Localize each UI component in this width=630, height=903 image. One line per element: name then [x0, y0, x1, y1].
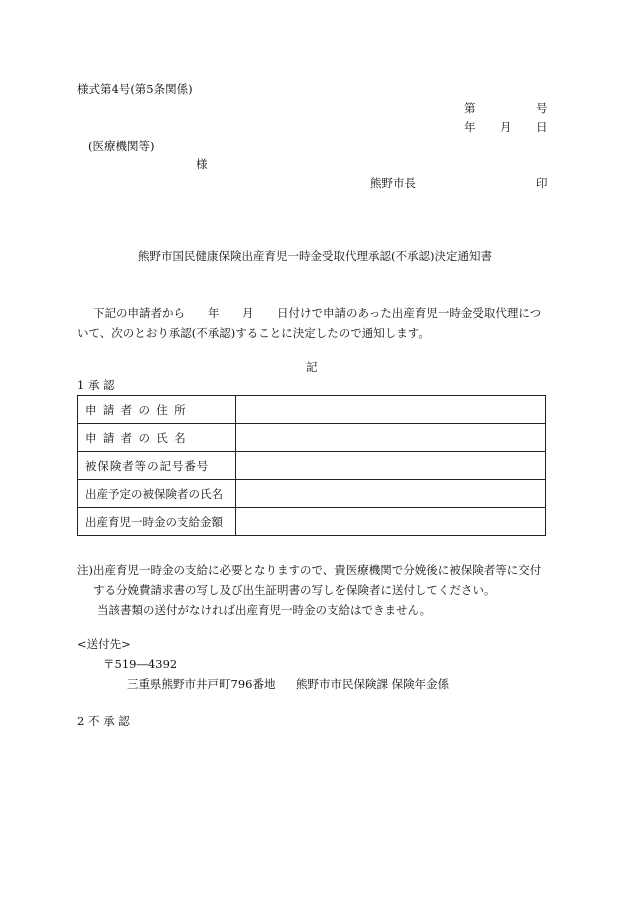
approval-table: [77, 395, 546, 536]
body-line1-month: 月: [242, 306, 254, 320]
office-name: 熊野市市民保険課 保険年金係: [296, 677, 450, 691]
row-value-field[interactable]: [235, 480, 545, 508]
row-value-field[interactable]: [235, 424, 545, 452]
address: 三重県熊野市井戸町796番地: [127, 677, 276, 691]
table-row: [78, 480, 546, 508]
table-row: [78, 452, 546, 480]
issuer: 熊野市長: [370, 176, 416, 190]
section2-heading: 2 不 承 認: [77, 714, 130, 728]
note-line2: する分娩費請求書の写し及び出生証明書の写しを保険者に送付してください。: [93, 583, 496, 597]
section1-heading: 1 承 認: [77, 378, 115, 392]
honorific: 様: [196, 157, 208, 171]
seal: 印: [536, 176, 548, 190]
table-row: [78, 508, 546, 536]
table-row: [78, 424, 546, 452]
body-line1-year: 年: [208, 306, 220, 320]
date-month: 月: [500, 120, 512, 134]
note-line1: 注)出産育児一時金の支給に必要となりますので、貴医療機関で分娩後に被保険者等に交付: [77, 563, 542, 577]
row-value-field[interactable]: [235, 396, 545, 424]
addressee: (医療機関等): [88, 139, 155, 153]
row-label: 出産予定の被保険者の氏名: [78, 480, 236, 508]
date-year: 年: [464, 120, 476, 134]
ki-heading: 記: [306, 360, 318, 374]
body-line2: いて、次のとおり承認(不承認)することに決定したので通知します。: [77, 326, 430, 340]
note-line3: 当該書類の送付がなければ出産育児一時金の支給はできません。: [97, 603, 432, 617]
date-day: 日: [536, 120, 548, 134]
document-title: 熊野市国民健康保険出産育児一時金受取代理承認(不承認)決定通知書: [138, 249, 492, 263]
number-prefix: 第: [464, 101, 476, 115]
destination-heading: <送付先>: [77, 637, 131, 651]
row-label: 申請者の氏名: [78, 424, 236, 452]
form-number: 様式第4号(第5条関係): [77, 82, 193, 96]
table-row: [78, 396, 546, 424]
row-value-field[interactable]: [235, 452, 545, 480]
number-suffix: 号: [536, 101, 548, 115]
body-line1-a: 下記の申請者から: [93, 306, 185, 320]
row-label: 被保険者等の記号番号: [78, 452, 236, 480]
body-line1-b: 日付けで申請のあった出産育児一時金受取代理につ: [277, 306, 542, 320]
row-value-field[interactable]: [235, 508, 545, 536]
row-label: 申請者の住所: [78, 396, 236, 424]
row-label: 出産育児一時金の支給金額: [78, 508, 236, 536]
postal-code: 〒519―4392: [103, 657, 178, 671]
